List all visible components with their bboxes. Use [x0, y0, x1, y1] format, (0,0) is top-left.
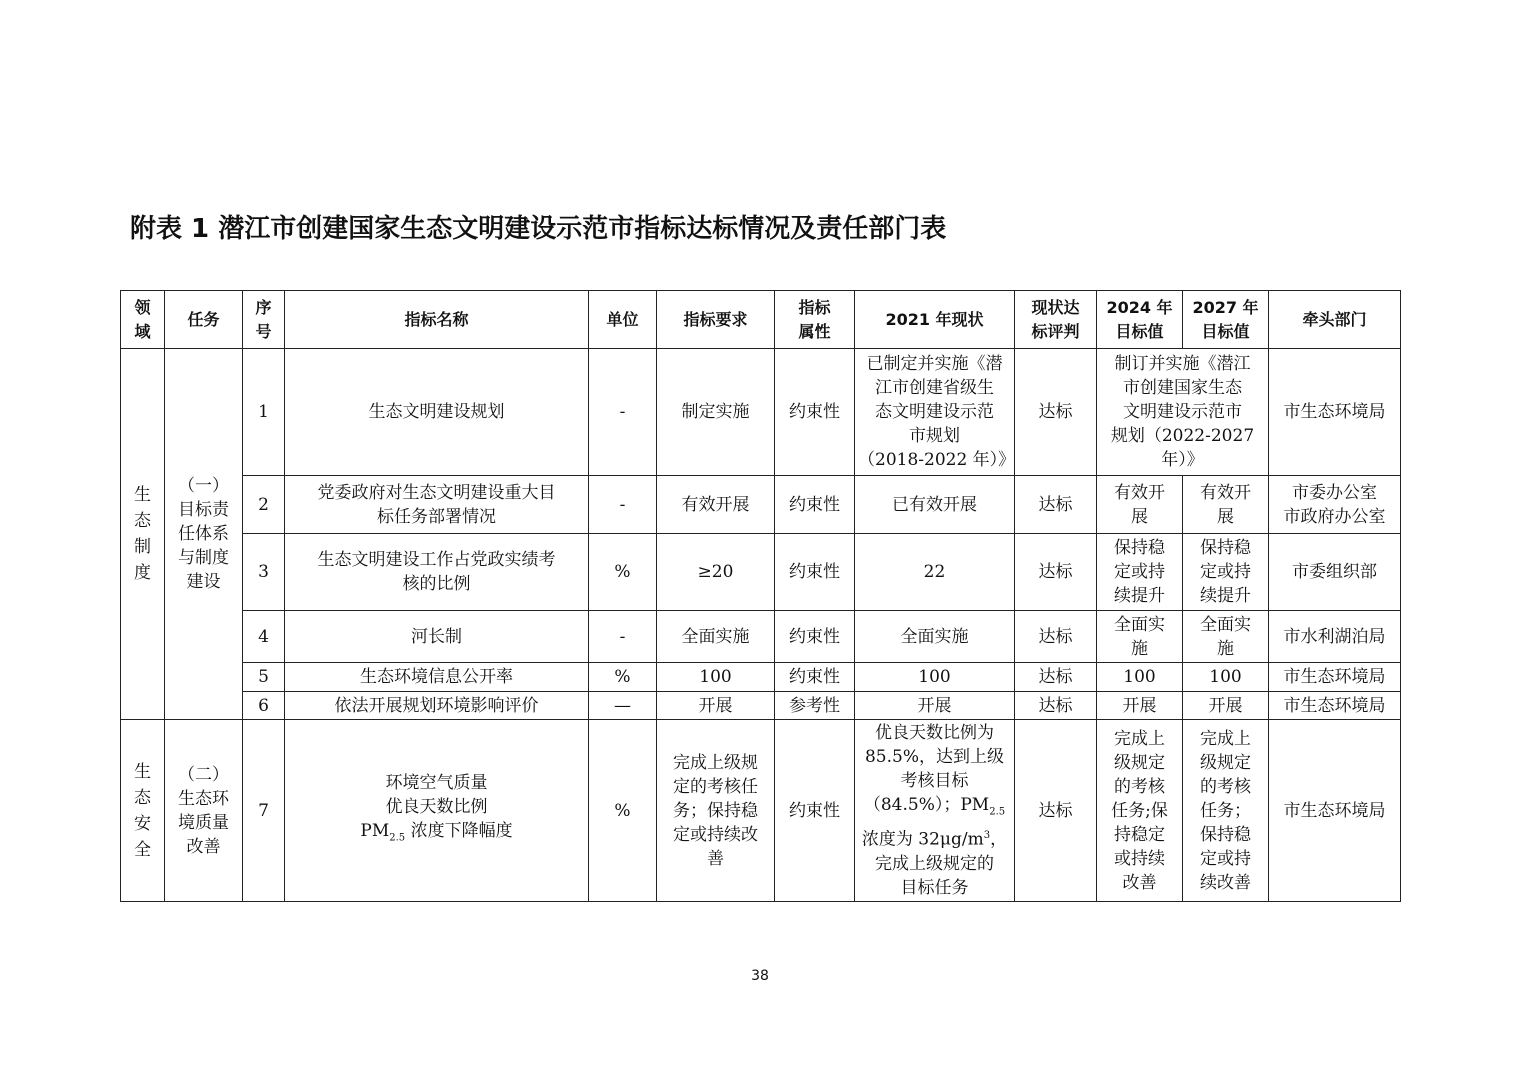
name-line: 环境空气质量	[385, 772, 488, 793]
pm-label: PM	[360, 820, 390, 841]
lead-dept-cell: 市生态环境局	[1269, 720, 1401, 902]
target-2024-cell: 有效开 展	[1097, 476, 1183, 534]
target-2024-cell: 保持稳 定或持 续提升	[1097, 534, 1183, 611]
unit-cell: —	[589, 692, 657, 720]
unit-cell: %	[589, 534, 657, 611]
task-cell: （二） 生态环 境质量 改善	[165, 720, 243, 902]
table-row	[121, 476, 1401, 534]
seq-cell: 3	[243, 534, 285, 611]
table-row	[121, 720, 1401, 902]
attribute-cell: 约束性	[775, 611, 855, 663]
judgement-cell: 达标	[1015, 663, 1097, 692]
attribute-cell: 约束性	[775, 720, 855, 902]
lead-dept-cell: 市生态环境局	[1269, 349, 1401, 476]
unit-cell: %	[589, 720, 657, 902]
domain-cell	[121, 349, 165, 720]
header-attribute: 指标 属性	[775, 291, 855, 349]
indicator-table	[120, 290, 1401, 902]
lead-dept-cell: 市生态环境局	[1269, 692, 1401, 720]
table-row	[121, 663, 1401, 692]
header-judgement: 现状达 标评判	[1015, 291, 1097, 349]
judgement-cell: 达标	[1015, 534, 1097, 611]
target-merged-cell: 制订并实施《潜江 市创建国家生态 文明建设示范市 规划（2022-2027 年）》	[1097, 349, 1269, 476]
status-2021-cell	[855, 720, 1015, 902]
target-2024-cell: 100	[1097, 663, 1183, 692]
header-lead-dept: 牵头部门	[1269, 291, 1401, 349]
page-title: 附表 1 潜江市创建国家生态文明建设示范市指标达标情况及责任部门表	[130, 214, 947, 244]
attribute-cell: 约束性	[775, 663, 855, 692]
table-row	[121, 534, 1401, 611]
name-cell	[285, 720, 589, 902]
target-2024-cell: 开展	[1097, 692, 1183, 720]
requirement-cell: 开展	[657, 692, 775, 720]
table-row	[121, 692, 1401, 720]
seq-cell: 1	[243, 349, 285, 476]
name-cell: 生态文明建设规划	[285, 349, 589, 476]
page-number: 38	[751, 968, 769, 984]
requirement-cell: 完成上级规 定的考核任 务；保持稳 定或持续改 善	[657, 720, 775, 902]
table-header-row	[121, 291, 1401, 349]
pm-subscript: 2.5	[389, 832, 406, 844]
unit-cell: -	[589, 349, 657, 476]
target-2024-cell: 完成上 级规定 的考核 任务;保 持稳定 或持续 改善	[1097, 720, 1183, 902]
seq-cell: 7	[243, 720, 285, 902]
domain-label: 生 态 制 度	[134, 485, 151, 583]
name-cell: 党委政府对生态文明建设重大目 标任务部署情况	[285, 476, 589, 534]
header-target-2027: 2027 年 目标值	[1183, 291, 1269, 349]
requirement-cell: 全面实施	[657, 611, 775, 663]
seq-cell: 6	[243, 692, 285, 720]
task-cell: （一） 目标责 任体系 与制度 建设	[165, 349, 243, 720]
table-row	[121, 611, 1401, 663]
target-2027-cell: 有效开 展	[1183, 476, 1269, 534]
target-2027-cell: 开展	[1183, 692, 1269, 720]
attribute-cell: 约束性	[775, 349, 855, 476]
unit-cell: -	[589, 611, 657, 663]
name-line: 优良天数比例	[385, 796, 488, 817]
requirement-cell: ≥20	[657, 534, 775, 611]
pm-rest: 浓度下降幅度	[405, 820, 513, 841]
status-2021-cell: 22	[855, 534, 1015, 611]
unit-cell: %	[589, 663, 657, 692]
name-cell: 生态文明建设工作占党政实绩考 核的比例	[285, 534, 589, 611]
header-target-2024: 2024 年 目标值	[1097, 291, 1183, 349]
lead-dept-cell: 市委组织部	[1269, 534, 1401, 611]
status-text: ， 完成上级规定的 目标任务	[875, 830, 1008, 899]
header-status-2021: 2021 年现状	[855, 291, 1015, 349]
header-task: 任务	[165, 291, 243, 349]
status-2021-cell: 已制定并实施《潜 江市创建省级生 态文明建设示范 市规划 （2018-2022 年）》	[855, 349, 1015, 476]
header-name: 指标名称	[285, 291, 589, 349]
status-text: 浓度为 32μg/m	[861, 830, 984, 851]
requirement-cell: 100	[657, 663, 775, 692]
table-row	[121, 349, 1401, 476]
status-2021-cell: 开展	[855, 692, 1015, 720]
seq-cell: 2	[243, 476, 285, 534]
target-2027-cell: 全面实 施	[1183, 611, 1269, 663]
judgement-cell: 达标	[1015, 611, 1097, 663]
judgement-cell: 达标	[1015, 476, 1097, 534]
name-cell: 依法开展规划环境影响评价	[285, 692, 589, 720]
target-2027-cell: 完成上 级规定 的考核 任务； 保持稳 定或持 续改善	[1183, 720, 1269, 902]
header-unit: 单位	[589, 291, 657, 349]
lead-dept-cell: 市委办公室 市政府办公室	[1269, 476, 1401, 534]
unit-superscript: 3	[983, 830, 991, 842]
unit-cell: -	[589, 476, 657, 534]
judgement-cell: 达标	[1015, 692, 1097, 720]
target-2027-cell: 保持稳 定或持 续提升	[1183, 534, 1269, 611]
requirement-cell: 有效开展	[657, 476, 775, 534]
judgement-cell: 达标	[1015, 349, 1097, 476]
domain-cell	[121, 720, 165, 902]
pm-subscript: 2.5	[989, 806, 1006, 818]
header-requirement: 指标要求	[657, 291, 775, 349]
seq-cell: 4	[243, 611, 285, 663]
name-line	[288, 819, 585, 850]
lead-dept-cell: 市生态环境局	[1269, 663, 1401, 692]
lead-dept-cell: 市水利湖泊局	[1269, 611, 1401, 663]
status-text: 优良天数比例为 85.5%，达到上级 考核目标 （84.5%）；PM	[863, 723, 1004, 815]
target-2024-cell: 全面实 施	[1097, 611, 1183, 663]
header-seq: 序 号	[243, 291, 285, 349]
status-2021-cell: 全面实施	[855, 611, 1015, 663]
seq-cell: 5	[243, 663, 285, 692]
header-domain: 领 域	[121, 291, 165, 349]
target-2027-cell: 100	[1183, 663, 1269, 692]
name-cell: 生态环境信息公开率	[285, 663, 589, 692]
attribute-cell: 约束性	[775, 476, 855, 534]
attribute-cell: 约束性	[775, 534, 855, 611]
status-2021-cell: 已有效开展	[855, 476, 1015, 534]
domain-label: 生 态 安 全	[134, 761, 151, 860]
requirement-cell: 制定实施	[657, 349, 775, 476]
status-2021-cell: 100	[855, 663, 1015, 692]
name-cell: 河长制	[285, 611, 589, 663]
attribute-cell: 参考性	[775, 692, 855, 720]
judgement-cell: 达标	[1015, 720, 1097, 902]
